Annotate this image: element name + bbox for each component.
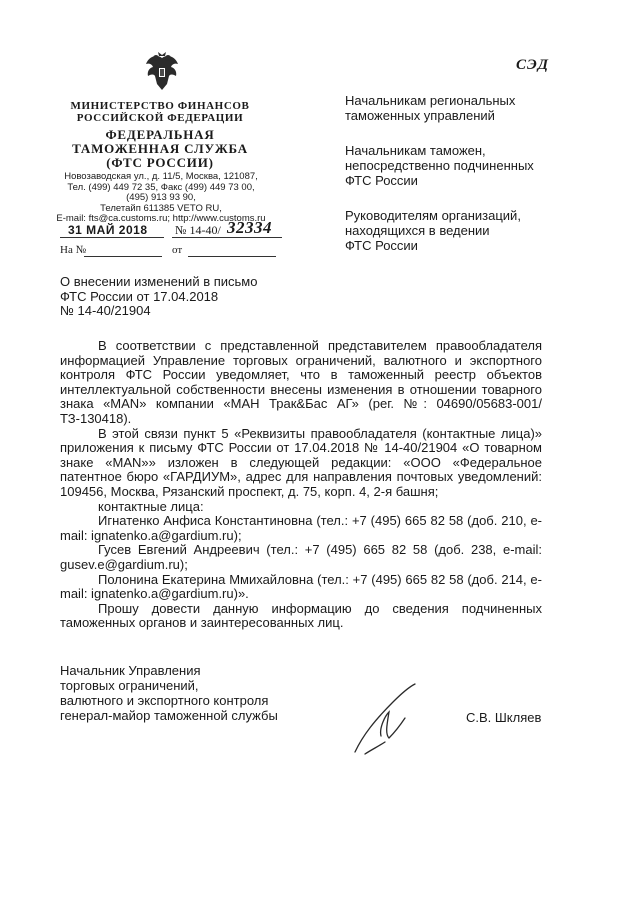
letter-subject <box>60 275 257 319</box>
position-line: торговых ограничений, <box>60 678 199 693</box>
subject-line: О внесении изменений в письмо <box>60 274 258 289</box>
addressee-block <box>345 208 545 253</box>
contact-person: Гусев Евгений Андреевич (тел.: +7 (495) 665 82 58 (доб. 238, e-mail: gusev.e@gardium.ru); <box>60 542 542 572</box>
signatory-name: С.В. Шкляев <box>466 710 542 725</box>
letter-body <box>60 339 542 631</box>
position-line: Начальник Управления <box>60 663 201 678</box>
addressee-line: таможенных управлений <box>345 108 495 123</box>
contact-person: Игнатенко Анфиса Константиновна (тел.: +7 (495) 665 82 58 (доб. 210, e-mail: ignatenko.a@gardium.ru); <box>60 513 542 543</box>
ref-number-label: На № <box>60 244 87 256</box>
subject-line: № 14-40/21904 <box>60 303 151 318</box>
contact-line: Новозаводская ул., д. 11/5, Москва, 121087, <box>64 171 258 182</box>
service-line: ТАМОЖЕННАЯ СЛУЖБА <box>72 141 248 156</box>
signatory-position <box>60 663 278 723</box>
handwritten-signature <box>345 680 435 760</box>
body-paragraph: В соответствии с представленной представителем правообладателя информацией Управление торговых ограничений, валютного и экспортного контроля ФТС России уведомляет, что в таможенный реестр объектов интеллектуальной собственности внесены изменения в отношении товарного знака «MAN» компании «МАН Трак&Бас АГ» (рег. №: 04690/05683-001/ТЗ-130418). <box>60 338 542 426</box>
registration-number-prefix: № 14-40/ <box>175 223 221 237</box>
addressee-line: Начальникам таможен, <box>345 143 486 158</box>
addressee-block <box>345 93 545 123</box>
date-underline <box>60 237 164 238</box>
ministry-name <box>60 100 260 124</box>
addressee-line: ФТС России <box>345 173 418 188</box>
registration-number-handwritten: 32334 <box>227 218 272 237</box>
service-name <box>60 128 260 170</box>
sed-stamp: СЭД <box>516 57 550 73</box>
contacts-label: контактные лица: <box>98 498 204 514</box>
contact-person: Полонина Екатерина Ммихайловна (тел.: +7 (495) 665 82 58 (доб. 214, e-mail: ignatenko.a@gardium.ru)». <box>60 571 542 602</box>
contact-line: Тел. (499) 449 72 35, Факс (499) 449 73 00, <box>67 181 255 193</box>
ministry-line: МИНИСТЕРСТВО ФИНАНСОВ <box>70 100 250 112</box>
addressee-block <box>345 143 545 188</box>
ref-from-underline <box>188 256 276 257</box>
registration-date: 31 МАЙ 2018 <box>68 223 148 237</box>
addressee-line: Начальникам региональных <box>345 93 516 108</box>
ministry-line: РОССИЙСКОЙ ФЕДЕРАЦИИ <box>76 112 244 124</box>
position-line: генерал-майор таможенной службы <box>60 708 278 723</box>
service-line: ФЕДЕРАЛЬНАЯ <box>105 127 215 142</box>
body-paragraph: В этой связи пункт 5 «Реквизиты правообладателя (контактные лица)» приложения к письму ФТС России от 17.04.2018 № 14-40/21904 «О товарном знаке «MAN»» изложен в следующей редакции: «ООО «Федеральное патентное бюро «ГАРДИУМ», адрес для направления почтовых уведомлений: 109456, Москва, Рязанский проспект, д. 75, корп. 4, 2-я башня; <box>60 425 542 499</box>
coat-of-arms-emblem <box>143 50 181 94</box>
position-line: валютного и экспортного контроля <box>60 693 269 708</box>
ref-from-label: от <box>172 244 183 256</box>
number-underline <box>172 237 282 238</box>
addressee-line: находящихся в ведении <box>345 223 490 238</box>
contact-line: (495) 913 93 90, <box>126 192 196 204</box>
addressee-line: Руководителям организаций, <box>345 208 521 223</box>
addressee-line: непосредственно подчиненных <box>345 158 534 173</box>
body-paragraph: Прошу довести данную информацию до сведения подчиненных таможенных органов и заинтересованных лиц. <box>60 600 542 631</box>
addressee-line: ФТС России <box>345 238 418 253</box>
subject-line: ФТС России от 17.04.2018 <box>60 288 219 304</box>
contact-line: E-mail: fts@ca.customs.ru; http://www.customs.ru <box>56 213 266 225</box>
contact-line: Телетайп 611385 VETO RU, <box>100 202 222 214</box>
service-line: (ФТС РОССИИ) <box>106 155 214 170</box>
ref-number-underline <box>84 256 162 257</box>
reference-line <box>60 244 275 260</box>
